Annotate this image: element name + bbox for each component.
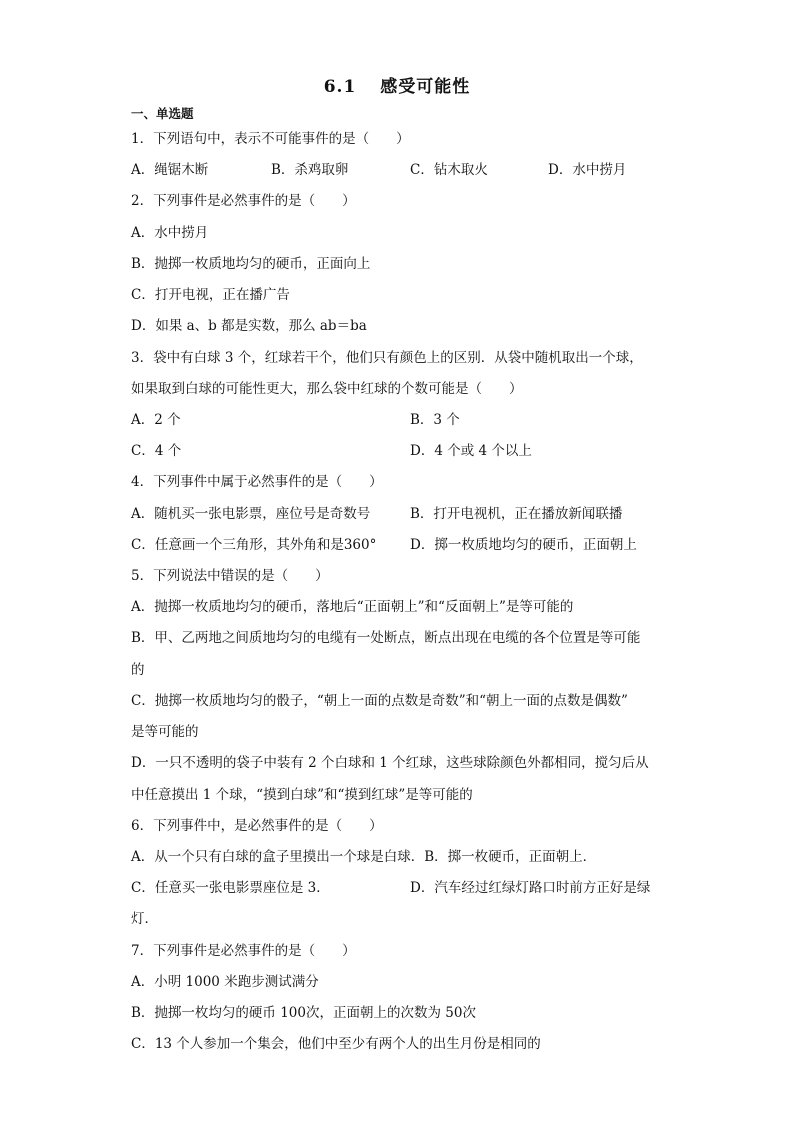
question-3-stem-line-1: 3．袋中有白球 3 个，红球若干个，他们只有颜色上的区别．从袋中随机取出一个球，: [131, 350, 643, 366]
section-heading: 一、单选题: [131, 106, 194, 121]
question-2-option-c: C．打开电视，正在播广告: [131, 287, 290, 303]
question-5-option-b-line-1: B．甲、乙两地之间质地均匀的电缆有一处断点，断点出现在电缆的各个位置是等可能: [131, 630, 641, 646]
question-3-option-d: D．4 个或 4 个以上: [410, 443, 532, 459]
question-3-option-a: A．2 个: [131, 412, 181, 428]
question-6-options-a-b: A．从一个只有白球的盒子里摸出一个球是白球．B．掷一枚硬币，正面朝上．: [131, 849, 597, 865]
question-5-option-c-line-1: C．抛掷一枚质地均匀的骰子，“朝上一面的点数是奇数”和“朝上一面的点数是偶数”: [131, 693, 628, 709]
question-7-option-c: C．13 个人参加一个集会，他们中至少有两个人的出生月份是相同的: [131, 1036, 541, 1052]
question-4-option-c: C．任意画一个三角形，其外角和是360°: [131, 537, 377, 553]
question-5-option-d-line-1: D．一只不透明的袋子中装有 2 个白球和 1 个红球，这些球除颜色外都相同，搅匀后从: [131, 755, 649, 771]
question-7-stem: 7．下列事件是必然事件的是（ ）: [131, 943, 356, 959]
question-5-option-c-line-2: 是等可能的: [131, 724, 199, 740]
question-1-stem: 1．下列语句中，表示不可能事件的是（ ）: [131, 131, 410, 147]
question-4-option-a: A．随机买一张电影票，座位号是奇数号: [131, 506, 371, 522]
question-4-option-d: D．掷一枚质地均匀的硬币，正面朝上: [410, 537, 637, 553]
lesson-number: 6.1: [323, 77, 357, 97]
question-6-option-d-line-2: 灯．: [131, 911, 158, 927]
question-3-option-b: B．3 个: [410, 412, 460, 428]
page-title: [0, 72, 794, 97]
question-1-option-b: B．杀鸡取卵: [271, 162, 349, 178]
question-1-option-a: A．绳锯木断: [131, 162, 209, 178]
question-2-stem: 2．下列事件是必然事件的是（ ）: [131, 193, 356, 209]
question-2-option-b: B．抛掷一枚质地均匀的硬币，正面向上: [131, 256, 371, 272]
question-5-option-d-line-2: 中任意摸出 1 个球，“摸到白球”和“摸到红球”是等可能的: [131, 787, 473, 803]
question-5-stem: 5．下列说法中错误的是（ ）: [131, 568, 329, 584]
question-4-option-b: B．打开电视机，正在播放新闻联播: [410, 506, 623, 522]
lesson-title: 感受可能性: [380, 77, 471, 97]
question-4-stem: 4．下列事件中属于必然事件的是（ ）: [131, 474, 383, 490]
question-5-option-a: A．抛掷一枚质地均匀的硬币，落地后“正面朝上”和“反面朝上”是等可能的: [131, 599, 574, 615]
question-2-option-d: D．如果 a、b 都是实数，那么 ab＝ba: [131, 318, 367, 334]
question-7-option-a: A．小明 1000 米跑步测试满分: [131, 974, 319, 990]
question-1-option-d: D．水中捞月: [548, 162, 627, 178]
question-6-stem: 6．下列事件中，是必然事件的是（ ）: [131, 818, 383, 834]
question-6-option-c: C．任意买一张电影票座位是 3．: [131, 880, 330, 896]
question-6-option-d-line-1: D．汽车经过红绿灯路口时前方正好是绿: [410, 880, 651, 896]
question-5-option-b-line-2: 的: [131, 662, 145, 678]
question-1-option-c: C．钻木取火: [410, 162, 488, 178]
question-3-stem-line-2: 如果取到白球的可能性更大，那么袋中红球的个数可能是（ ）: [131, 381, 523, 397]
question-7-option-b: B．抛掷一枚均匀的硬币 100次，正面朝上的次数为 50次: [131, 1005, 476, 1021]
question-3-option-c: C．4 个: [131, 443, 182, 459]
question-2-option-a: A．水中捞月: [131, 225, 209, 241]
